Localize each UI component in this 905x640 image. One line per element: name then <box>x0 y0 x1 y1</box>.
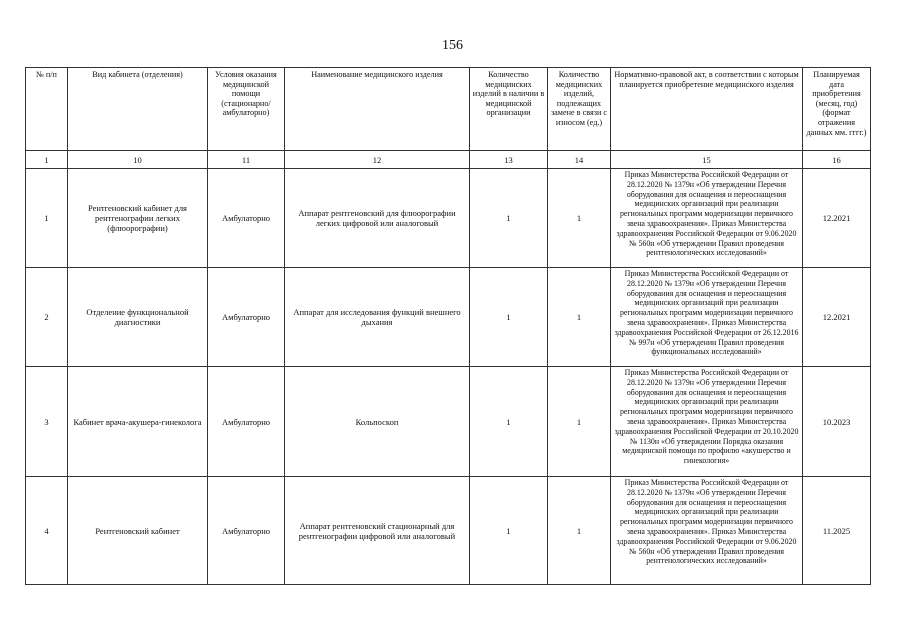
date-cell: 10.2023 <box>803 367 871 477</box>
date-cell: 11.2025 <box>803 477 871 585</box>
column-number: 1 <box>26 151 68 169</box>
column-number: 12 <box>285 151 470 169</box>
device-cell: Аппарат рентгеновский стационарный для рентгенографии цифровой или аналоговый <box>285 477 470 585</box>
conditions-cell: Амбулаторно <box>208 268 285 367</box>
replace-cell: 1 <box>548 477 611 585</box>
table-row <box>26 367 871 477</box>
law-cell: Приказ Министерства Российской Федерации от 28.12.2020 № 1379н «Об утверждении Перечня оборудования для оснащения и переоснащения медицинских организаций при реализации региональных программ модернизации первичного звена здравоохранения». Приказ Министерства здравоохранения Российской Федерации от 20.10.2020 № 1130н «Об утверждении Порядка оказания медицинской помощи по профилю «акушерство и гинекология» <box>611 367 803 477</box>
column-number: 10 <box>68 151 208 169</box>
row-number: 4 <box>26 477 68 585</box>
header-law: Нормативно-правовой акт, в соответствии с которым планируется приобретение медицинского изделия <box>611 68 803 151</box>
header-row <box>26 68 871 151</box>
available-cell: 1 <box>470 169 548 268</box>
header-num: № п/п <box>26 68 68 151</box>
available-cell: 1 <box>470 477 548 585</box>
header-cabinet: Вид кабинета (отделения) <box>68 68 208 151</box>
date-cell: 12.2021 <box>803 268 871 367</box>
page-number: 156 <box>442 38 463 53</box>
column-number: 11 <box>208 151 285 169</box>
conditions-cell: Амбулаторно <box>208 477 285 585</box>
available-cell: 1 <box>470 268 548 367</box>
header-conditions: Условия оказания медицинской помощи (стационарно/ амбулаторно) <box>208 68 285 151</box>
law-cell: Приказ Министерства Российской Федерации от 28.12.2020 № 1379н «Об утверждении Перечня оборудования для оснащения и переоснащения медицинских организаций при реализации региональных программ модернизации первичного звена здравоохранения». Приказ Министерства здравоохранения Российской Федерации от 9.06.2020 № 560н «Об утверждении Правил проведения рентгенологических исследований» <box>611 477 803 585</box>
cabinet-cell: Рентгеновский кабинет для рентгенографии легких (флюорографии) <box>68 169 208 268</box>
column-number: 16 <box>803 151 871 169</box>
table-row <box>26 169 871 268</box>
replace-cell: 1 <box>548 169 611 268</box>
cabinet-cell: Кабинет врача-акушера-гинеколога <box>68 367 208 477</box>
column-number-row <box>26 151 871 169</box>
conditions-cell: Амбулаторно <box>208 169 285 268</box>
replace-cell: 1 <box>548 367 611 477</box>
device-cell: Кольпоскоп <box>285 367 470 477</box>
header-available: Количество медицинских изделий в наличии в медицинской организации <box>470 68 548 151</box>
equipment-table <box>25 67 871 585</box>
device-cell: Аппарат рентгеновский для флюорографии легких цифровой или аналоговый <box>285 169 470 268</box>
row-number: 2 <box>26 268 68 367</box>
device-cell: Аппарат для исследования функций внешнего дыхания <box>285 268 470 367</box>
law-cell: Приказ Министерства Российской Федерации от 28.12.2020 № 1379н «Об утверждении Перечня оборудования для оснащения и переоснащения медицинских организаций при реализации региональных программ модернизации первичного звена здравоохранения». Приказ Министерства здравоохранения Российской Федерации от 26.12.2016 № 997н «Об утверждении Правил проведения функциональных исследований» <box>611 268 803 367</box>
date-cell: 12.2021 <box>803 169 871 268</box>
column-number: 13 <box>470 151 548 169</box>
available-cell: 1 <box>470 367 548 477</box>
row-number: 1 <box>26 169 68 268</box>
row-number: 3 <box>26 367 68 477</box>
header-replace: Количество медицинских изделий, подлежащих замене в связи с износом (ед.) <box>548 68 611 151</box>
column-number: 15 <box>611 151 803 169</box>
conditions-cell: Амбулаторно <box>208 367 285 477</box>
table-row <box>26 477 871 585</box>
table-row <box>26 268 871 367</box>
header-device: Наименование медицинского изделия <box>285 68 470 151</box>
header-date: Планируемая дата приобретения (месяц, год) (формат отражения данных мм. гггг.) <box>803 68 871 151</box>
replace-cell: 1 <box>548 268 611 367</box>
column-number: 14 <box>548 151 611 169</box>
cabinet-cell: Рентгеновский кабинет <box>68 477 208 585</box>
cabinet-cell: Отделение функциональной диагностики <box>68 268 208 367</box>
law-cell: Приказ Министерства Российской Федерации от 28.12.2020 № 1379н «Об утверждении Перечня оборудования для оснащения и переоснащения медицинских организаций при реализации региональных программ модернизации первичного звена здравоохранения». Приказ Министерства здравоохранения Российской Федерации от 9.06.2020 № 560н «Об утверждении Правил проведения рентгенологических исследований» <box>611 169 803 268</box>
